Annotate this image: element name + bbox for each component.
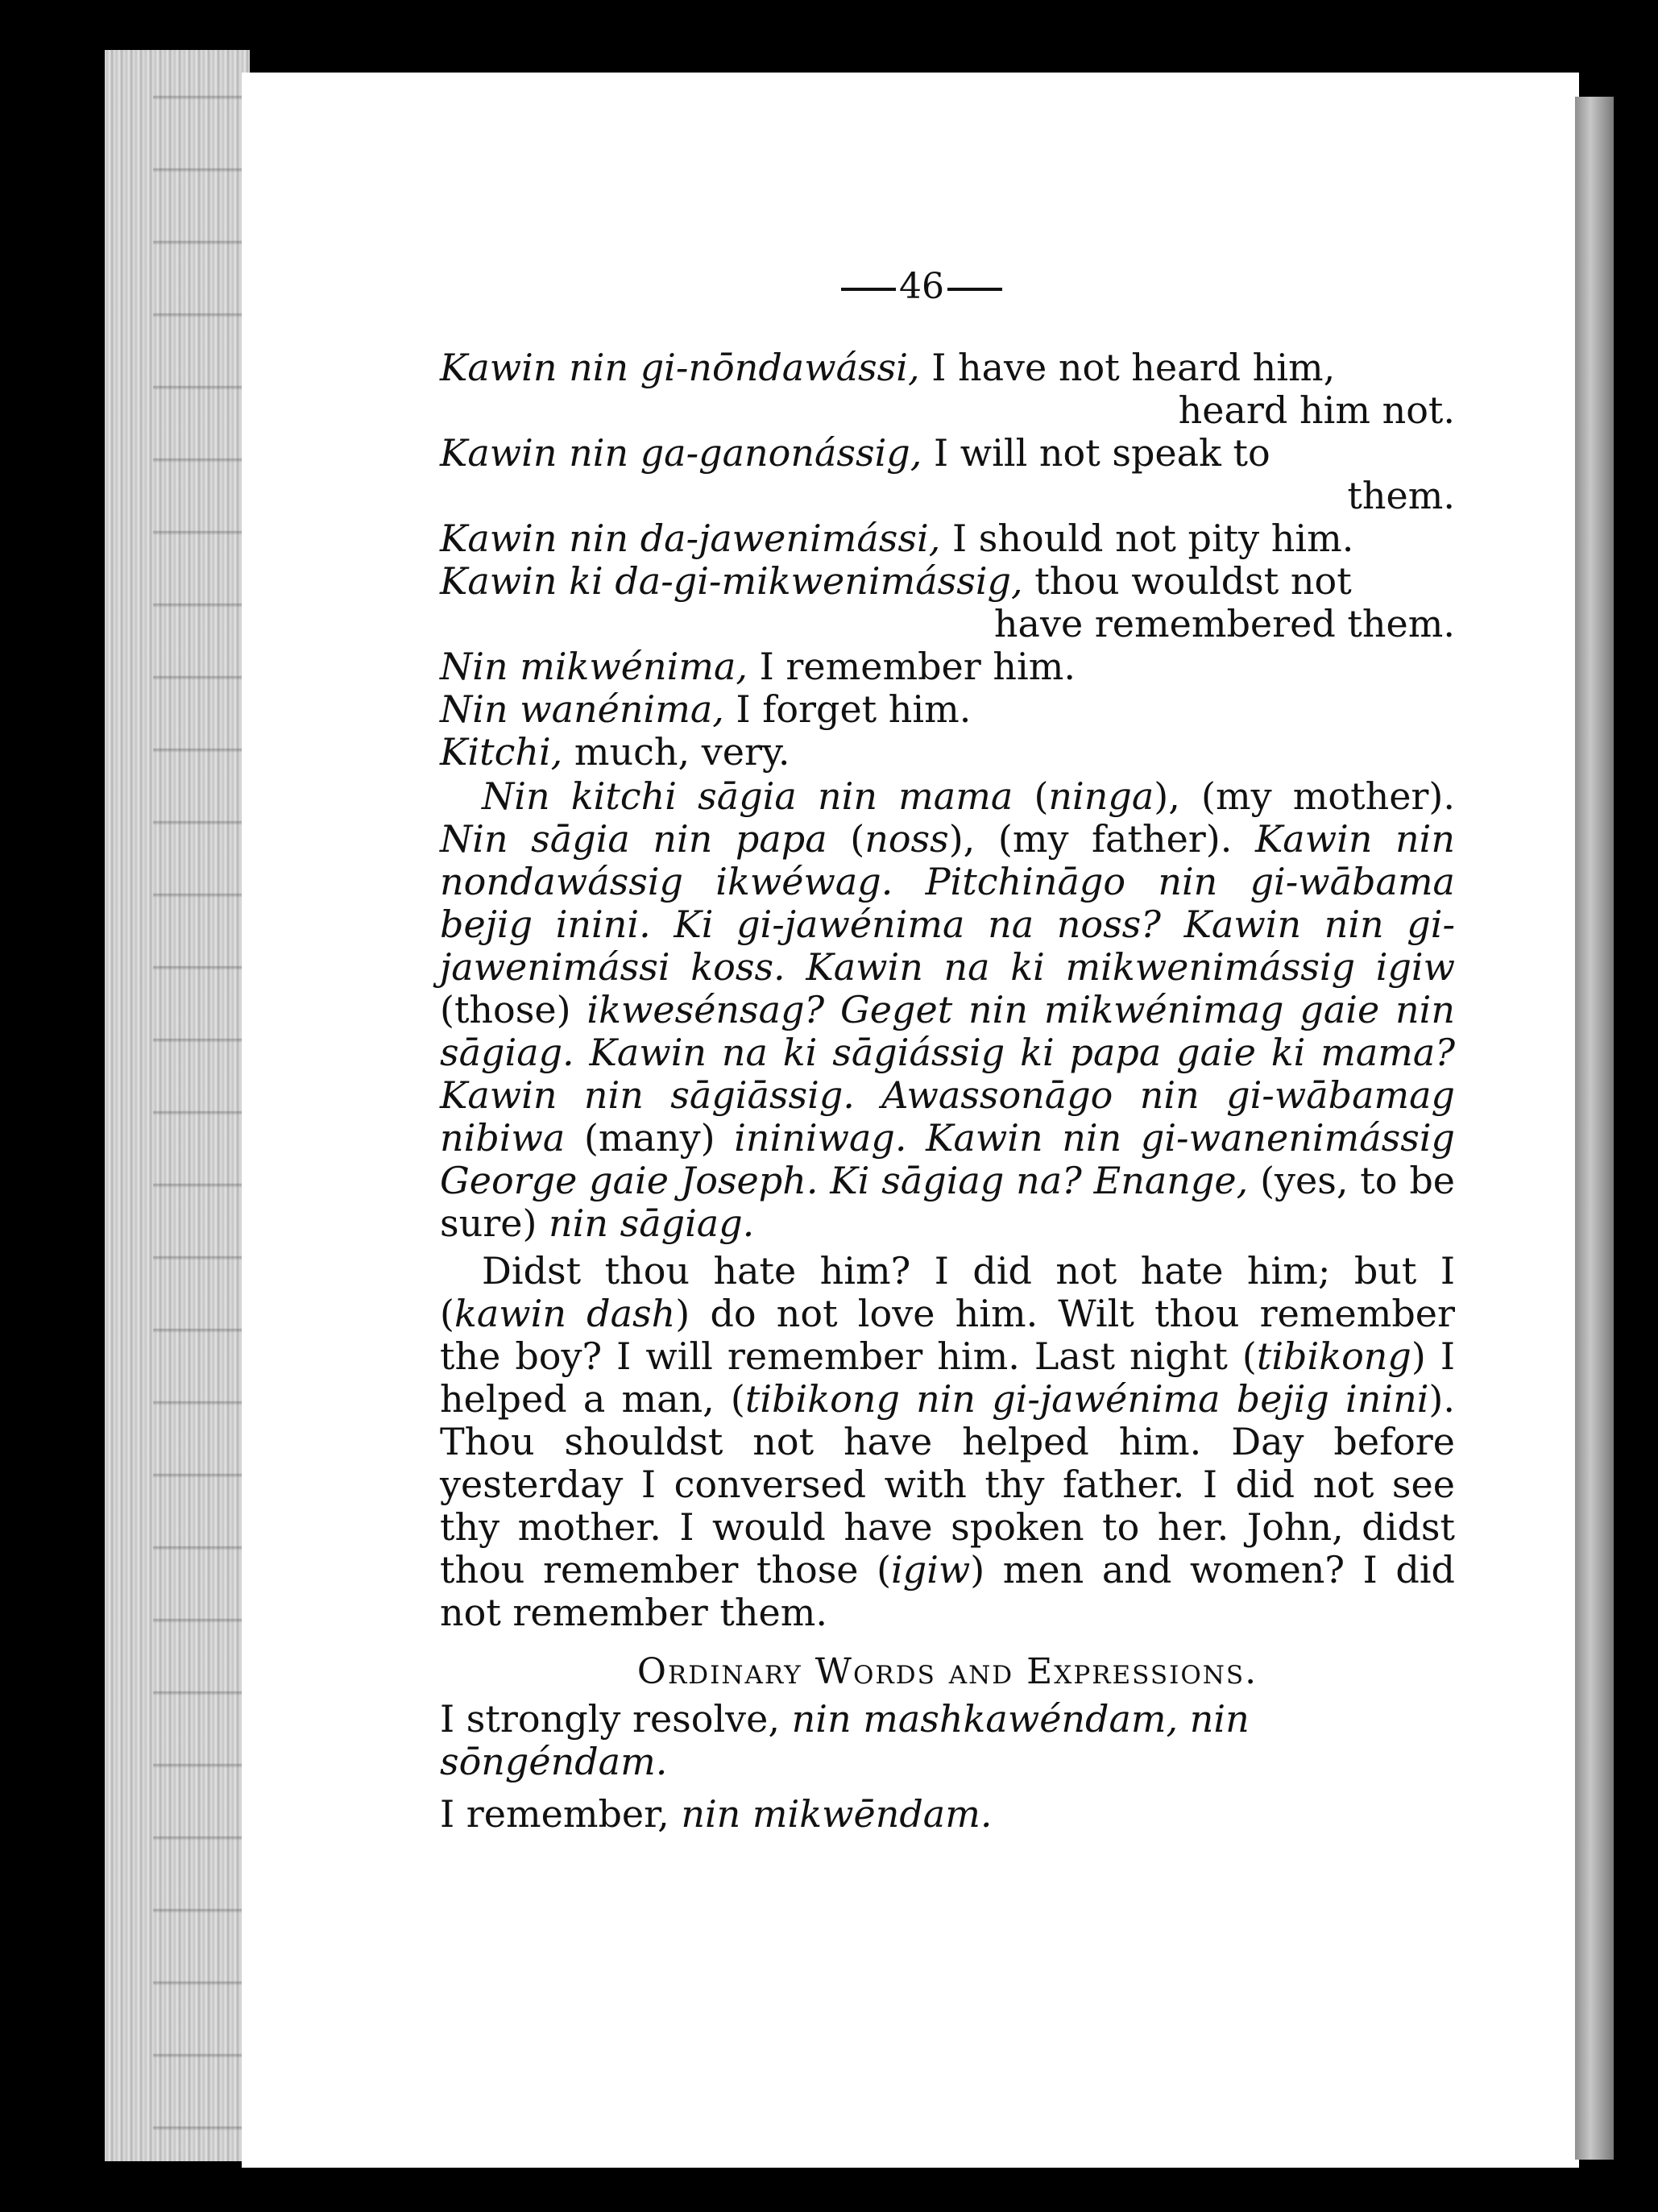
page-number-text: 46	[899, 266, 944, 307]
vocab-entry	[440, 645, 1455, 688]
plain-text: ) men and women? I did not remember them.	[440, 1548, 1455, 1634]
plain-text: ), (my father).	[948, 817, 1255, 861]
italic-text: Nin kitchi sāgia nin mama	[482, 774, 1013, 818]
page-text	[440, 347, 1455, 1836]
expression-entry	[440, 1698, 1455, 1783]
italic-text: igiw	[891, 1548, 971, 1592]
plain-text: Didst thou hate him? I did not hate him; but I (	[440, 1249, 1455, 1335]
native-term: Kawin ki da-gi-mikwenimássig,	[440, 559, 1023, 603]
native-phrase: nin mikwēndam.	[681, 1792, 993, 1836]
english-gloss: much, very.	[574, 730, 790, 774]
plain-text: (many)	[565, 1116, 735, 1160]
plain-text: (yes, to be sure)	[440, 1159, 1455, 1245]
plain-text: ) do not love him. Wilt thou remember the boy? I will remember him. Last night (	[440, 1292, 1455, 1378]
english-gloss-cont: have remembered them.	[993, 602, 1455, 645]
english-gloss: I have not heard him,	[931, 346, 1336, 389]
english-gloss: I remember him.	[759, 645, 1076, 688]
page-number	[838, 266, 1005, 307]
dash-right	[947, 288, 1002, 291]
plain-text: (those)	[440, 988, 587, 1031]
plain-text: ) I helped a man, (	[440, 1334, 1455, 1421]
native-term: Nin wanénima,	[440, 687, 724, 731]
italic-text: nin sāgiag.	[549, 1201, 755, 1245]
vocab-entry	[440, 688, 1455, 731]
italic-text: ininiwag. Kawin nin gi-wanenimássig George gaie Joseph. Ki sāgiag na? Enange,	[440, 1116, 1455, 1202]
native-term: Kawin nin gi-nōndawássi,	[440, 346, 920, 389]
english-phrase: I strongly resolve,	[440, 1697, 781, 1741]
italic-text: tibikong nin gi-jawénima bejig inini	[744, 1377, 1429, 1421]
italic-text: ninga	[1048, 774, 1154, 818]
english-gloss-cont: heard him not.	[1178, 388, 1455, 432]
native-term: Kawin nin ga-ganonássig,	[440, 431, 922, 475]
italic-text: Kawin nin nondawássig ikwéwag. Pitchināgo nin gi-wābama bejig inini. Ki gi-jawénima na noss? Kawin nin gi-jawenimássi koss. Kawin na ki mikwenimássig igiw	[440, 817, 1455, 989]
native-exercise-paragraph	[440, 775, 1455, 1245]
native-phrase: nin mashkawéndam, nin sōngéndam.	[440, 1697, 1250, 1783]
italic-text: ikwesénsag? Geget nin mikwénimag gaie nin sāgiag. Kawin na ki sāgiássig ki papa gaie ki mama? Kawin nin sāgiāssig. Awassonāgo nin gi-wābamag nibiwa	[440, 988, 1456, 1160]
plain-text: (	[1013, 774, 1049, 818]
native-term: Kawin nin da-jawenimássi,	[440, 517, 941, 560]
facing-page-edge	[1575, 97, 1614, 2160]
spine-shadow-marks	[153, 64, 250, 2144]
expression-entry	[440, 1793, 1455, 1836]
plain-text: ). Thou shouldst not have helped him. Day before yesterday I conversed with thy father. I did not see thy mother. I would have spoken to her. John, didst thou remember those (	[440, 1377, 1455, 1592]
vocab-entry	[440, 731, 1455, 774]
english-gloss: I forget him.	[736, 687, 972, 731]
english-gloss: I should not pity him.	[951, 517, 1354, 560]
plain-text: ), (my mother).	[1154, 774, 1455, 818]
vocab-entry	[440, 432, 1455, 517]
italic-text: noss	[864, 817, 949, 861]
english-phrase: I remember,	[440, 1792, 669, 1836]
italic-text: Nin sāgia nin papa	[440, 817, 827, 861]
english-gloss: I will not speak to	[933, 431, 1270, 475]
native-term: Nin mikwénima,	[440, 645, 748, 688]
english-exercise-paragraph	[440, 1250, 1455, 1634]
vocab-entry	[440, 347, 1455, 432]
english-gloss: thou wouldst not	[1034, 559, 1352, 603]
italic-text: kawin dash	[454, 1292, 676, 1335]
section-title: Ordinary Words and Expressions.	[636, 1651, 1258, 1692]
english-gloss-cont: them.	[1347, 474, 1455, 517]
dash-left	[841, 288, 896, 291]
vocab-entry	[440, 517, 1455, 560]
italic-text: tibikong	[1256, 1334, 1411, 1378]
vocab-entry	[440, 560, 1455, 645]
plain-text: (	[827, 817, 865, 861]
native-term: Kitchi,	[440, 730, 563, 774]
